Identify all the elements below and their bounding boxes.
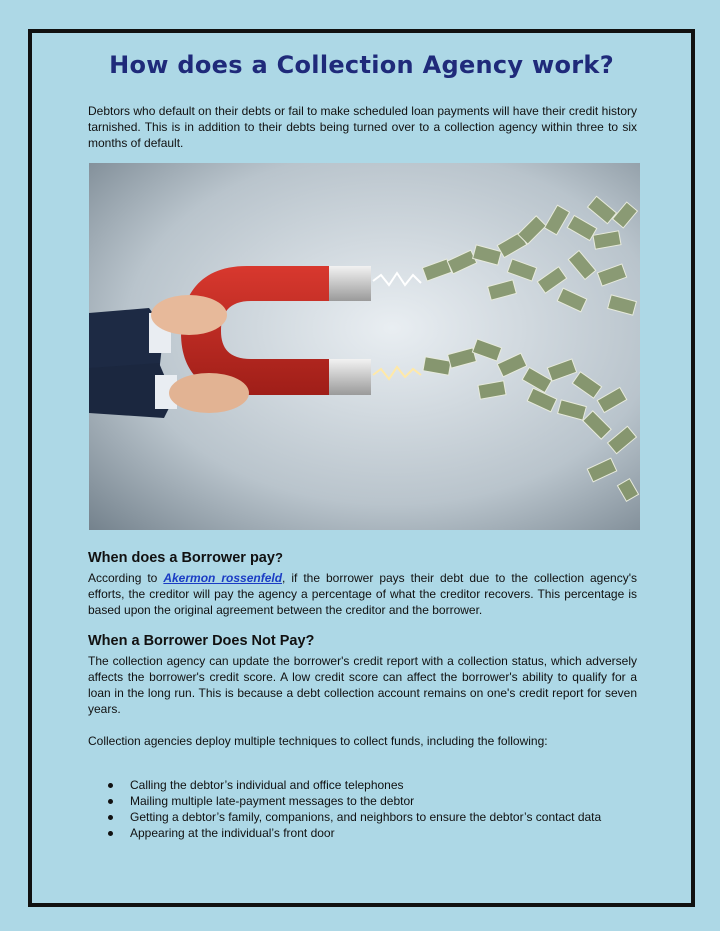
page-frame [28,29,695,907]
section2-paragraph: The collection agency can update the borrower's credit report with a collection status, which adversely affects the borrower's credit score. A low credit score can affect the borrower's ability to qualify for a loan in the long run. This is because a debt collection account remains on one's credit report for seven years. [88,654,637,716]
page-title: How does a Collection Agency work? [109,51,614,79]
bullet-dot-icon [108,799,113,804]
akermon-rossenfeld-link[interactable]: Akermon rossenfeld [163,571,283,585]
section1-paragraph [88,570,637,618]
bullet-dot-icon [108,815,113,820]
hero-image [89,163,640,530]
section1-heading-text: When does a Borrower pay [88,550,275,566]
section1-text-before: According to [88,571,164,585]
bullet-dot-icon [108,783,113,788]
section1-text-after: , if the borrower pays their debt due to the collection agency's efforts, the creditor will pay the agency a percentage of what the creditor recovers. This percentage is based upon the original agreement between the creditor and the borrower. [88,571,637,617]
list-item [88,793,601,809]
list-item-text: Getting a debtor’s family, companions, and neighbors to ensure the debtor’s contact data [130,810,602,824]
intro-paragraph: Debtors who default on their debts or fail to make scheduled loan payments will have their credit history tarnished. This is in addition to their debts being turned over to a collection agency within three to six months of default. [88,104,637,150]
section1-heading-mark: ? [274,550,283,565]
section2-heading: When a Borrower Does Not Pay? [88,633,315,649]
list-item [88,825,601,841]
list-item [88,777,601,793]
bullet-dot-icon [108,831,113,836]
techniques-list [88,777,601,841]
list-item-text: Mailing multiple late-payment messages to the debtor [130,794,415,808]
section1-heading [88,550,283,566]
list-item-text: Calling the debtor’s individual and office telephones [130,778,404,792]
magnet-money-illustration [89,163,640,530]
list-item [88,809,601,825]
list-item-text: Appearing at the individual’s front door [130,826,335,840]
techniques-intro: Collection agencies deploy multiple techniques to collect funds, including the following: [88,734,548,748]
